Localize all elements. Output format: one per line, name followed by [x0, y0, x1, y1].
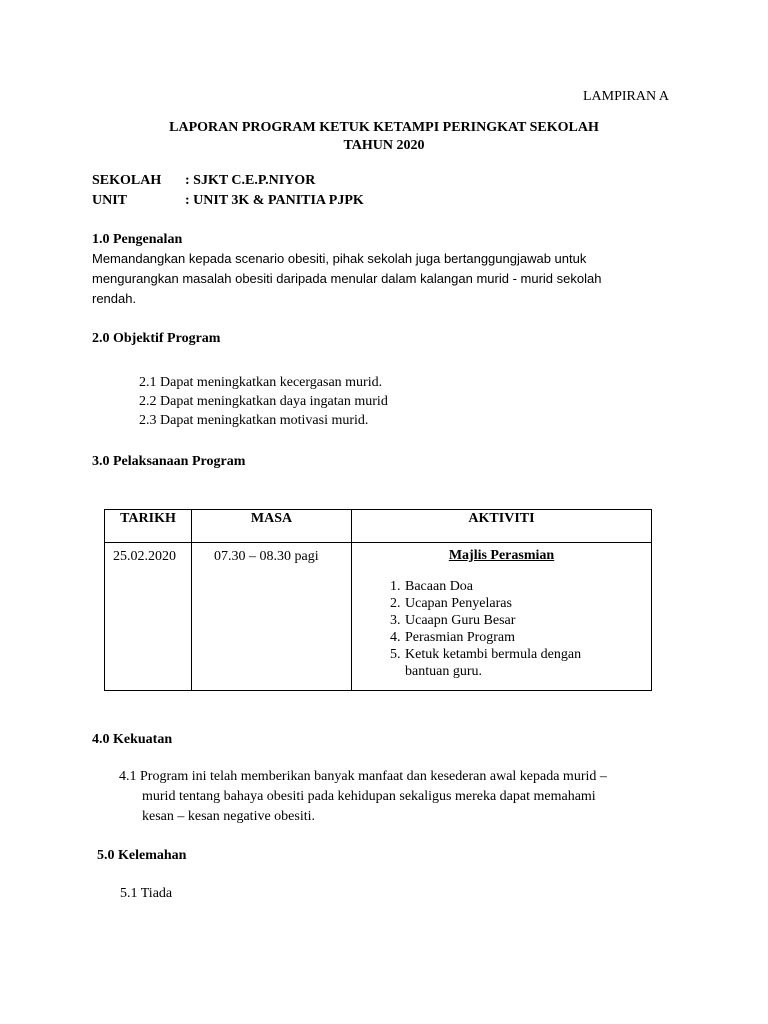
table-cell-aktiviti — [352, 543, 652, 691]
objektif-item: 2.3 Dapat meningkatkan motivasi murid. — [139, 413, 369, 428]
unit-label: UNIT — [92, 193, 128, 208]
aktiviti-list — [352, 578, 651, 680]
unit-value: : UNIT 3K & PANITIA PJPK — [185, 193, 364, 208]
table-header-aktiviti: AKTIVITI — [352, 510, 652, 543]
section-heading-pengenalan: 1.0 Pengenalan — [92, 232, 183, 247]
document-subtitle-year: TAHUN 2020 — [343, 138, 425, 153]
kekuatan-line: murid tentang bahaya obesiti pada kehidupan sekaligus mereka dapat memahami — [142, 789, 596, 804]
list-item: 3. Ucaapn Guru Besar — [404, 612, 651, 629]
kekuatan-line: kesan – kesan negative obesiti. — [142, 809, 316, 824]
document-title: LAPORAN PROGRAM KETUK KETAMPI PERINGKAT SEKOLAH — [169, 120, 599, 135]
table-header-masa: MASA — [192, 510, 352, 543]
section-heading-objektif: 2.0 Objektif Program — [92, 331, 221, 346]
section-heading-kelemahan: 5.0 Kelemahan — [97, 848, 187, 863]
objektif-item: 2.2 Dapat meningkatkan daya ingatan murid — [139, 394, 388, 409]
table-row — [105, 543, 652, 691]
kekuatan-line: 4.1 Program ini telah memberikan banyak manfaat dan kesederan awal kepada murid – — [119, 769, 607, 784]
table-cell-masa: 07.30 – 08.30 pagi — [192, 543, 352, 691]
kelemahan-item: 5.1 Tiada — [120, 886, 173, 901]
sekolah-value: : SJKT C.E.P.NIYOR — [185, 173, 316, 188]
list-item: 1. Bacaan Doa — [404, 578, 651, 595]
list-item: 5. Ketuk ketambi bermula dengan bantuan guru. — [404, 646, 605, 680]
program-schedule-table — [104, 509, 652, 691]
table-cell-tarikh: 25.02.2020 — [105, 543, 192, 691]
aktiviti-title: Majlis Perasmian — [448, 548, 555, 563]
table-header-row — [105, 510, 652, 543]
pengenalan-line: mengurangkan masalah obesiti daripada menular dalam kalangan murid - murid sekolah — [92, 271, 602, 286]
section-heading-pelaksanaan: 3.0 Pelaksanaan Program — [92, 454, 246, 469]
pengenalan-line: rendah. — [92, 291, 137, 306]
section-heading-kekuatan: 4.0 Kekuatan — [92, 732, 173, 747]
table-header-tarikh: TARIKH — [105, 510, 192, 543]
list-item: 2. Ucapan Penyelaras — [404, 595, 651, 612]
list-item: 4. Perasmian Program — [404, 629, 651, 646]
pengenalan-line: Memandangkan kepada scenario obesiti, pihak sekolah juga bertanggungjawab untuk — [92, 251, 587, 266]
sekolah-label: SEKOLAH — [92, 173, 162, 188]
lampiran-label: LAMPIRAN A — [583, 89, 669, 104]
objektif-item: 2.1 Dapat meningkatkan kecergasan murid. — [139, 375, 383, 390]
